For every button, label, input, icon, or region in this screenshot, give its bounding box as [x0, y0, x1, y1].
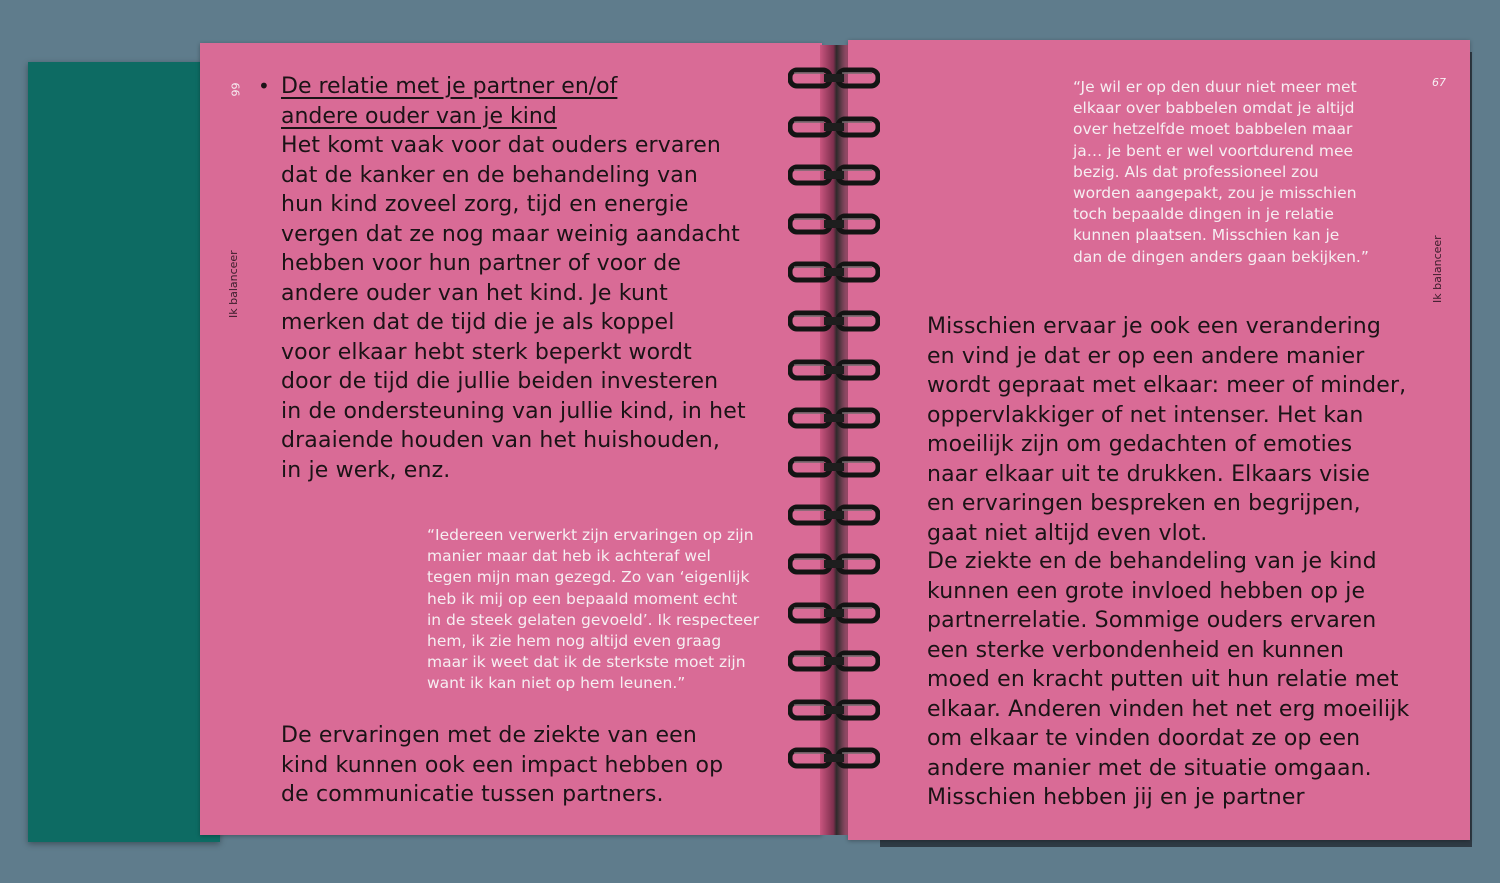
- spiral-coil: [788, 601, 880, 625]
- spiral-coil: [788, 649, 880, 673]
- page-number: 67: [1432, 76, 1446, 89]
- spiral-coil: [788, 406, 880, 430]
- page-number: 66: [228, 82, 242, 97]
- body-paragraph: Misschien ervaar je ook een verandering en vind je dat er op een andere manier wordt gepraat met elkaar: meer of minder, oppervlakkiger of net intenser. Het kan moeilijk zijn om gedachten of emoties naar elkaar uit te drukken. Elkaars visie en ervaringen bespreken en begrijpen, gaat niet altijd even vlot.: [927, 314, 1407, 546]
- spiral-coil: [788, 503, 880, 527]
- spiral-coil: [788, 163, 880, 187]
- body-paragraph: De ziekte en de behandeling van je kind kunnen een grote invloed hebben op je partnerrelatie. Sommige ouders ervaren een sterke verbondenheid en kunnen moed en kracht putten uit hun relatie met elkaar. Anderen vinden het net erg moeilijk om elkaar te vinden doordat ze op een andere manier met de situatie omgaan. Misschien hebben jij en je partner: [927, 549, 1410, 810]
- body-paragraph: De ervaringen met de ziekte van een kind kunnen ook een impact hebben op de communicatie tussen partners.: [281, 723, 724, 807]
- section-label: Ik balanceer: [227, 250, 240, 318]
- right-page: [848, 40, 1470, 840]
- section-label: Ik balanceer: [1431, 235, 1444, 303]
- bullet-icon: •: [258, 74, 270, 98]
- body-paragraph: Het komt vaak voor dat ouders ervaren dat de kanker en de behandeling van hun kind zoveel zorg, tijd en energie vergen dat ze nog maar weinig aandacht hebben voor hun partner of voor de andere ouder van het kind. Je kunt merken dat de tijd die je als koppel voor elkaar hebt sterk beperkt wordt door de tijd die jullie beiden investeren in de ondersteuning van jullie kind, in het draaiende houden van het huishouden, in je werk, enz.: [281, 133, 746, 483]
- spiral-coil: [788, 115, 880, 139]
- book-cover-back: [28, 62, 220, 842]
- spiral-coil: [788, 455, 880, 479]
- spiral-coil: [788, 746, 880, 770]
- pull-quote: “Je wil er op den duur niet meer met elkaar over babbelen omdat je altijd over hetzelfde moet babbelen maar ja… je bent er wel voortdurend mee bezig. Als dat professioneel zou worden aangepakt, zou je misschien toch bepaalde dingen in je relatie kunnen plaatsen. Misschien kan je dan de dingen anders gaan bekijken.”: [1073, 78, 1369, 266]
- spiral-coil: [788, 66, 880, 90]
- spiral-coil: [788, 309, 880, 333]
- spiral-coil: [788, 698, 880, 722]
- pull-quote: “Iedereen verwerkt zijn ervaringen op zijn manier maar dat heb ik achteraf wel tegen mijn man gezegd. Zo van ‘eigenlijk heb ik mij op een bepaald moment echt in de steek gelaten gevoeld’. Ik respecteer hem, ik zie hem nog altijd even graag maar ik weet dat ik de sterkste moet zijn want ik kan niet op hem leunen.”: [427, 526, 760, 693]
- spiral-coil: [788, 212, 880, 236]
- spiral-coil: [788, 552, 880, 576]
- left-page: [200, 43, 822, 835]
- spiral-coil: [788, 260, 880, 284]
- section-heading: De relatie met je partner en/of andere ouder van je kind: [281, 74, 618, 129]
- spiral-coil: [788, 358, 880, 382]
